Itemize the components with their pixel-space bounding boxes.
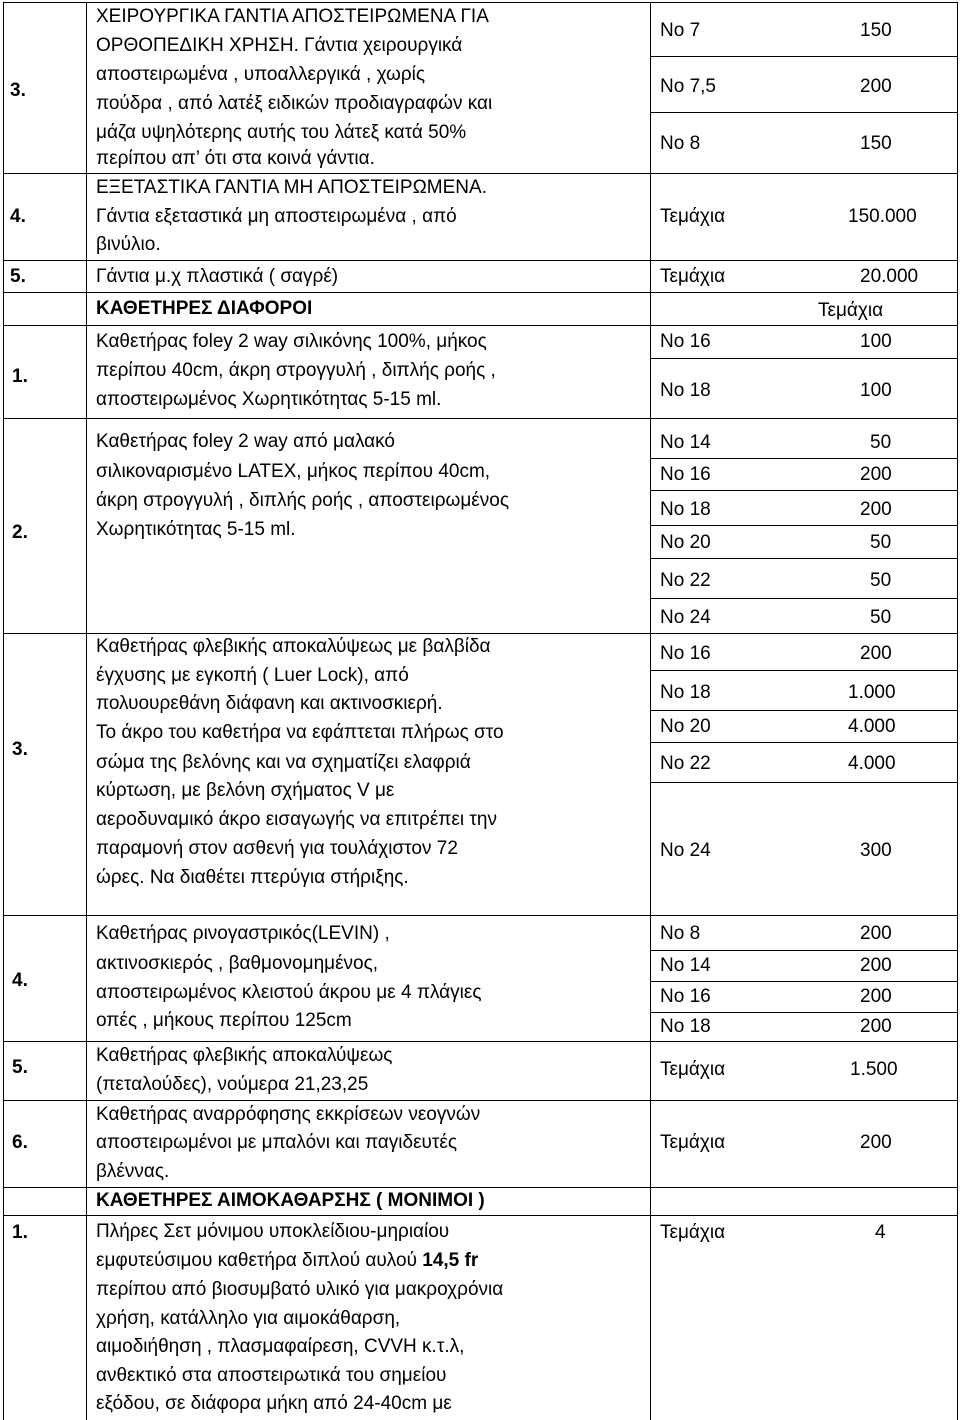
quantity-value: 100 — [860, 331, 892, 352]
row-divider — [3, 173, 958, 174]
quantity-value: 50 — [870, 432, 892, 453]
item-description-line: ΟΡΘΟΠΕΔΙΚΗ ΧΡΗΣΗ. Γάντια χειρουργικά — [96, 35, 463, 56]
row-divider — [3, 325, 958, 326]
row-number: 1. — [12, 1222, 28, 1243]
item-description-line: Καθετήρας αναρρόφησης εκκρίσεων νεογνών — [96, 1104, 481, 1125]
size-divider — [650, 56, 957, 57]
quantity-value: 1.500 — [850, 1059, 898, 1080]
item-description-line: οπές , μήκους περίπου 125cm — [96, 1010, 352, 1031]
item-description-line: Το άκρο του καθετήρα να εφάπτεται πλήρως στο — [96, 722, 504, 743]
quantity-value: 50 — [870, 607, 892, 628]
section-unit-label: Τεμάχια — [818, 300, 884, 321]
size-divider — [650, 358, 957, 359]
size-label: Νο 24 — [660, 840, 711, 861]
size-label: Νο 14 — [660, 432, 711, 453]
quantity-value: 200 — [860, 986, 892, 1007]
column-divider-num — [86, 2, 87, 1420]
catheter-size-emphasis: 14,5 fr — [422, 1250, 479, 1271]
item-description-line: ΕΞΕΤΑΣΤΙΚΑ ΓΑΝΤΙΑ ΜΗ ΑΠΟΣΤΕΙΡΩΜΕΝΑ. — [96, 177, 487, 198]
quantity-value: 200 — [860, 76, 892, 97]
row-number: 6. — [12, 1132, 28, 1153]
item-description-line: αεροδυναμικό άκρο εισαγωγής να επιτρέπει την — [96, 809, 497, 830]
table-border-left — [3, 2, 4, 1420]
size-divider — [650, 1012, 957, 1013]
item-description-line: αποστειρωμένοι με μπαλόνι και παγιδευτές — [96, 1132, 458, 1153]
row-number: 4. — [10, 206, 26, 227]
item-description-line: Γάντια εξεταστικά μη αποστειρωμένα , από — [96, 206, 457, 227]
item-description-line: άκρη στρογγυλή , διπλής ροής , αποστειρωμένος — [96, 490, 509, 511]
quantity-value: 150.000 — [848, 206, 917, 227]
item-description-line: ανθεκτικό στα αποστειρωτικά του σημείου — [96, 1365, 447, 1386]
quantity-value: 200 — [860, 955, 892, 976]
item-description-text: εμφυτεύσιμου καθετήρα διπλού αυλού — [96, 1250, 423, 1271]
size-label: Νο 16 — [660, 986, 711, 1007]
item-description-line: κύρτωση, με βελόνη σχήματος V με — [96, 780, 395, 801]
row-number: 5. — [10, 266, 26, 287]
item-description-line: σιλικοναρισμένο LATEX, μήκος περίπου 40cm, — [96, 461, 491, 482]
item-description-line: Καθετήρας φλεβικής αποκαλύψεως με βαλβίδα — [96, 636, 491, 657]
size-label: Νο 14 — [660, 955, 711, 976]
item-description-line: Γάντια μ.χ πλαστικά ( σαγρέ) — [96, 266, 339, 287]
size-divider — [650, 950, 957, 951]
row-number: 3. — [10, 80, 26, 101]
row-number: 4. — [12, 970, 28, 991]
size-divider — [650, 981, 957, 982]
item-description-line: ώρες. Να διαθέτει πτερύγια στήριξης. — [96, 867, 409, 888]
row-number: 3. — [12, 739, 28, 760]
quantity-value: 4 — [875, 1222, 886, 1243]
item-description-line: Καθετήρας φλεβικής αποκαλύψεως — [96, 1045, 393, 1066]
item-description-line: αποστειρωμένα , υποαλλεργικά , χωρίς — [96, 64, 426, 85]
section-title: ΚΑΘΕΤΗΡΕΣ ΑΙΜΟΚΑΘΑΡΣΗΣ ( ΜΟΝΙΜΟΙ ) — [96, 1190, 485, 1211]
size-label: Νο 7,5 — [660, 76, 716, 97]
row-number: 2. — [12, 522, 28, 543]
item-description-line: περίπου από βιοσυμβατό υλικό για μακροχρόνια — [96, 1279, 504, 1300]
item-description-line: έγχυσης με εγκοπή ( Luer Lock), από — [96, 665, 409, 686]
quantity-value: 200 — [860, 1132, 892, 1153]
column-divider-qty — [650, 2, 651, 1420]
item-description-line: αιμοδιήθηση , πλασμαφαίρεση, CVVH κ.τ.λ, — [96, 1336, 465, 1357]
table-border-top — [3, 2, 958, 3]
size-label: Τεμάχια — [660, 1132, 726, 1153]
item-description-line: βινύλιο. — [96, 234, 161, 255]
row-divider — [3, 1187, 958, 1188]
quantity-value: 4.000 — [848, 753, 896, 774]
item-description-line: ΧΕΙΡΟΥΡΓΙΚΑ ΓΑΝΤΙΑ ΑΠΟΣΤΕΙΡΩΜΕΝΑ ΓΙΑ — [96, 6, 489, 27]
size-label: Τεμάχια — [660, 1059, 726, 1080]
item-description-line: χρήση, κατάλληλο για αιμοκάθαρση, — [96, 1308, 401, 1329]
item-description-line — [96, 1250, 478, 1272]
size-label: Νο 24 — [660, 607, 711, 628]
size-divider — [650, 458, 957, 459]
quantity-value: 300 — [860, 840, 892, 861]
size-label: Νο 16 — [660, 643, 711, 664]
quantity-value: 50 — [870, 532, 892, 553]
item-description-line: Χωρητικότητας 5-15 ml. — [96, 519, 296, 540]
item-description-line: Πλήρες Σετ μόνιμου υποκλείδιου-μηριαίου — [96, 1221, 450, 1242]
quantity-value: 4.000 — [848, 716, 896, 737]
quantity-value: 1.000 — [848, 682, 896, 703]
item-description-line: Καθετήρας foley 2 way από μαλακό — [96, 431, 395, 452]
item-description-line: πολυουρεθάνη διάφανη και ακτινοσκιερή. — [96, 693, 443, 714]
item-description-line: σώμα της βελόνης και να σχηματίζει ελαφριά — [96, 752, 471, 773]
quantity-value: 200 — [860, 1016, 892, 1037]
size-label: Νο 22 — [660, 570, 711, 591]
section-title: ΚΑΘΕΤΗΡΕΣ ΔΙΑΦΟΡΟΙ — [96, 298, 313, 319]
item-description-line: περίπου 40cm, άκρη στρογγυλή , διπλής ροής , — [96, 360, 496, 381]
item-description-line: αποστειρωμένος Χωρητικότητας 5-15 ml. — [96, 389, 442, 410]
item-description-line: Καθετήρας foley 2 way σιλικόνης 100%, μήκος — [96, 331, 487, 352]
quantity-value: 20.000 — [860, 266, 919, 287]
item-description-line: μάζα υψηλότερης αυτής του λάτεξ κατά 50% — [96, 122, 467, 143]
quantity-value: 150 — [860, 133, 892, 154]
row-divider — [3, 418, 958, 419]
size-label: Νο 16 — [660, 331, 711, 352]
row-divider — [3, 1100, 958, 1101]
size-label: Νο 20 — [660, 532, 711, 553]
quantity-value: 200 — [860, 643, 892, 664]
size-label: Νο 18 — [660, 1016, 711, 1037]
item-description-line: (πεταλούδες), νούμερα 21,23,25 — [96, 1074, 369, 1095]
size-label: Τεμάχια — [660, 206, 726, 227]
quantity-value: 50 — [870, 570, 892, 591]
item-description-line: ακτινοσκιερός , βαθμονομημένος, — [96, 953, 379, 974]
row-number: 1. — [12, 366, 28, 387]
row-divider — [3, 1215, 958, 1216]
size-label: Νο 7 — [660, 20, 701, 41]
size-divider — [650, 782, 957, 783]
size-label: Νο 18 — [660, 380, 711, 401]
row-divider — [3, 260, 958, 261]
size-divider — [650, 710, 957, 711]
item-description-line: βλέννας. — [96, 1161, 170, 1182]
size-label: Νο 20 — [660, 716, 711, 737]
item-description-line: πούδρα , από λατέξ ειδικών προδιαγραφών και — [96, 93, 493, 114]
size-divider — [650, 598, 957, 599]
item-description-line: αποστειρωμένος κλειστού άκρου με 4 πλάγιες — [96, 982, 482, 1003]
quantity-value: 200 — [860, 923, 892, 944]
item-description-line: Καθετήρας ρινογαστρικός(LEVIN) , — [96, 923, 390, 944]
row-divider — [3, 1041, 958, 1042]
item-description-line: παραμονή στον ασθενή για τουλάχιστον 72 — [96, 838, 458, 859]
size-divider — [650, 525, 957, 526]
size-label: Νο 8 — [660, 133, 701, 154]
quantity-value: 200 — [860, 464, 892, 485]
table-border-right — [957, 2, 958, 1420]
row-number: 5. — [12, 1057, 28, 1078]
row-divider — [3, 633, 958, 634]
item-description-line: εξόδου, σε διάφορα μήκη από 24-40cm με — [96, 1393, 452, 1414]
size-divider — [650, 670, 957, 671]
size-label: Νο 8 — [660, 923, 701, 944]
item-description-line: περίπου απ’ ότι στα κοινά γάντια. — [96, 148, 375, 169]
size-label: Νο 16 — [660, 464, 711, 485]
size-label: Τεμάχια — [660, 266, 726, 287]
size-divider — [650, 490, 957, 491]
quantity-value: 200 — [860, 499, 892, 520]
size-label: Τεμάχια — [660, 1222, 726, 1243]
quantity-value: 150 — [860, 20, 892, 41]
size-label: Νο 18 — [660, 682, 711, 703]
row-divider — [3, 915, 958, 916]
size-divider — [650, 742, 957, 743]
size-label: Νο 18 — [660, 499, 711, 520]
quantity-value: 100 — [860, 380, 892, 401]
size-label: Νο 22 — [660, 753, 711, 774]
row-divider — [3, 292, 958, 293]
size-divider — [650, 112, 957, 113]
size-divider — [650, 558, 957, 559]
